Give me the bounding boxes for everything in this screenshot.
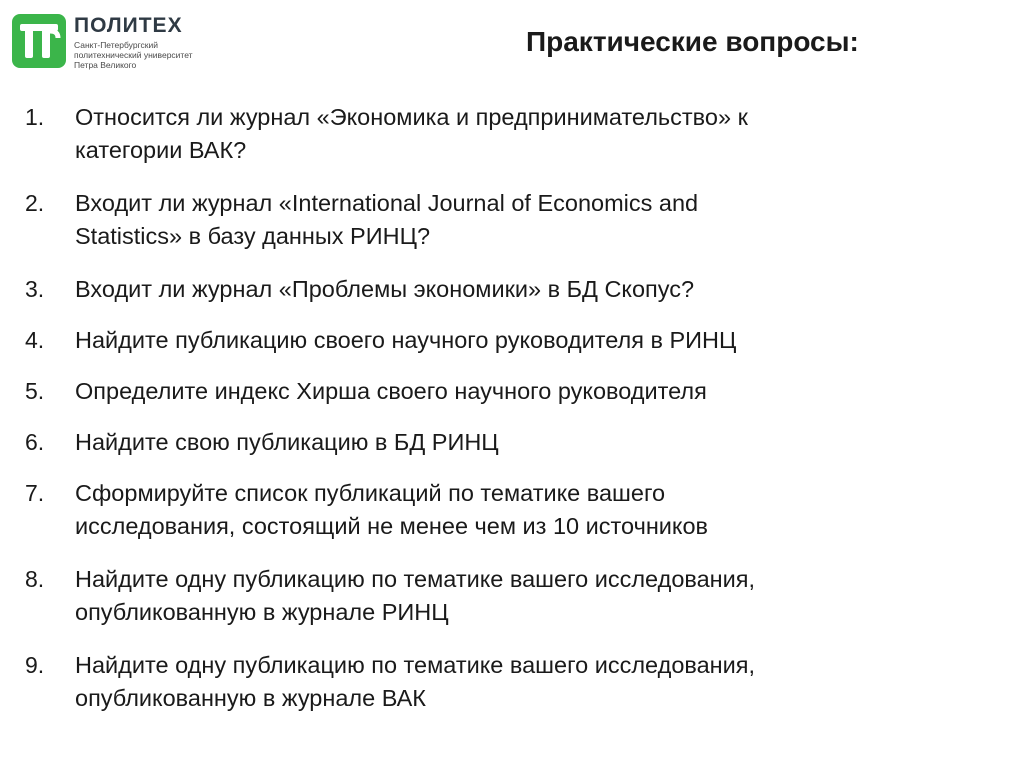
item-text (75, 324, 935, 357)
item-text-line: Найдите одну публикацию по тематике вашего исследования, (75, 652, 756, 678)
item-text-line: Определите индекс Хирша своего научного руководителя (75, 378, 707, 404)
logo-name: ПОЛИТЕХ (74, 14, 183, 37)
item-number: 7. (25, 480, 45, 506)
item-text-line: Найдите публикацию своего научного руководителя в РИНЦ (75, 327, 737, 353)
item-text-line: категории ВАК? (75, 137, 247, 163)
item-text (75, 563, 935, 629)
item-text (75, 273, 935, 306)
item-text (75, 426, 935, 459)
item-number: 8. (25, 566, 45, 592)
item-number: 1. (25, 104, 45, 130)
item-text-line: Сформируйте список публикаций по тематике вашего (75, 480, 666, 506)
item-text-line: Statistics» в базу данных РИНЦ? (75, 223, 431, 249)
item-number: 9. (25, 652, 45, 678)
item-text (75, 375, 935, 408)
item-text-line: опубликованную в журнале ВАК (75, 685, 426, 711)
item-number: 2. (25, 190, 45, 216)
item-text (75, 477, 935, 543)
logo-subtitle-line: Петра Великого (74, 60, 137, 70)
item-number: 6. (25, 429, 45, 455)
item-text-line: исследования, состоящий не менее чем из 10 источников (75, 513, 709, 539)
item-number: 3. (25, 276, 45, 302)
item-text-line: Найдите свою публикацию в БД РИНЦ (75, 429, 499, 455)
item-text (75, 649, 935, 715)
item-number: 4. (25, 327, 45, 353)
page-title: Практические вопросы: (526, 26, 859, 57)
item-text (75, 187, 935, 253)
item-text (75, 101, 935, 167)
item-text-line: опубликованную в журнале РИНЦ (75, 599, 449, 625)
item-text-line: Найдите одну публикацию по тематике вашего исследования, (75, 566, 756, 592)
logo-subtitle-line: Санкт-Петербургский (74, 40, 158, 50)
item-text-line: Входит ли журнал «International Journal of Economics and (75, 190, 699, 216)
item-text-line: Относится ли журнал «Экономика и предпринимательство» к (75, 104, 748, 130)
item-number: 5. (25, 378, 45, 404)
logo-subtitle-line: политехнический университет (74, 50, 193, 60)
item-text-line: Входит ли журнал «Проблемы экономики» в БД Скопус? (75, 276, 695, 302)
